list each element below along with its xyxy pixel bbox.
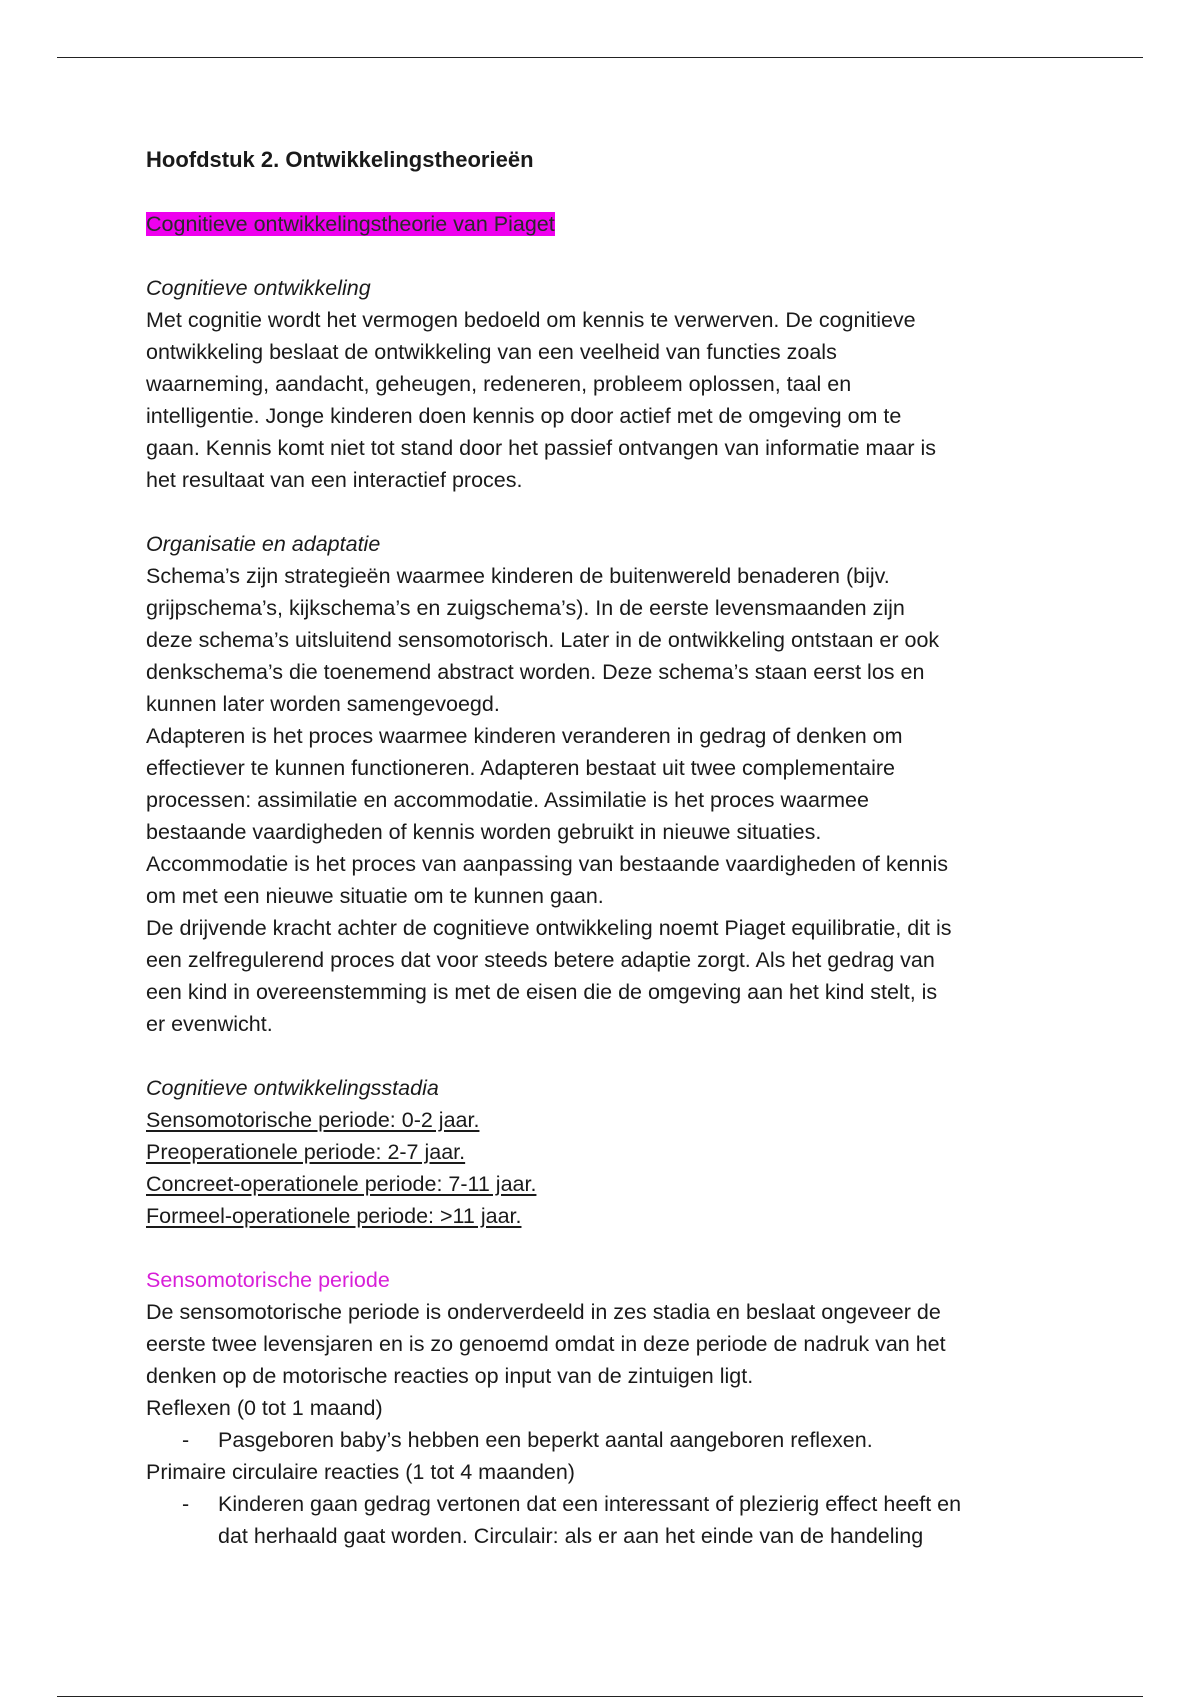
chapter-title: Hoofdstuk 2. Ontwikkelingstheorieën — [146, 147, 534, 172]
text-line: dat herhaald gaat worden. Circulair: als er aan het einde van de handeling — [218, 1524, 924, 1548]
text-line: het resultaat van een interactief proces. — [146, 468, 523, 492]
reflexes-label: Reflexen (0 tot 1 maand) — [146, 1396, 383, 1420]
bottom-rule — [57, 1696, 1143, 1697]
text-line: intelligentie. Jonge kinderen doen kennis op door actief met de omgeving om te — [146, 404, 902, 428]
text-line: bestaande vaardigheden of kennis worden gebruikt in nieuwe situaties. — [146, 820, 822, 844]
text-line: denkschema’s die toenemend abstract worden. Deze schema’s staan eerst los en — [146, 660, 925, 684]
stage-formal-operational-link[interactable]: Formeel-operationele periode: >11 jaar. — [146, 1204, 522, 1228]
bullet-dash: - — [182, 1428, 190, 1452]
text-line: om met een nieuwe situatie om te kunnen gaan. — [146, 884, 604, 908]
stages-list — [146, 1104, 1086, 1232]
bullet-dash: - — [182, 1492, 190, 1516]
cognitive-development-paragraph — [146, 304, 1086, 496]
text-line: gaan. Kennis komt niet tot stand door het passief ontvangen van informatie maar is — [146, 436, 936, 460]
section-heading-wrapper — [146, 208, 1086, 240]
text-line: denken op de motorische reacties op input van de zintuigen ligt. — [146, 1364, 754, 1388]
text-line: ontwikkeling beslaat de ontwikkeling van een veelheid van functies zoals — [146, 340, 837, 364]
text-line: een zelfregulerend proces dat voor steeds betere adaptie zorgt. Als het gedrag van — [146, 948, 935, 972]
text-line: De sensomotorische periode is onderverdeeld in zes stadia en beslaat ongeveer de — [146, 1300, 941, 1324]
organisation-adaptation-paragraph — [146, 560, 1086, 1040]
list-item — [146, 1424, 1086, 1456]
top-rule — [57, 57, 1143, 58]
text-line: er evenwicht. — [146, 1012, 273, 1036]
text-line: Met cognitie wordt het vermogen bedoeld om kennis te verwerven. De cognitieve — [146, 308, 916, 332]
reflexes-bullet-text: Pasgeboren baby’s hebben een beperkt aantal aangeboren reflexen. — [218, 1428, 873, 1452]
stage-sensorimotor-link[interactable]: Sensomotorische periode: 0-2 jaar. — [146, 1108, 480, 1132]
stages-heading: Cognitieve ontwikkelingsstadia — [146, 1076, 439, 1100]
text-line: grijpschema’s, kijkschema’s en zuigschema’s). In de eerste levensmaanden zijn — [146, 596, 905, 620]
organisation-adaptation-heading: Organisatie en adaptatie — [146, 532, 381, 556]
text-line: effectiever te kunnen functioneren. Adapteren bestaat uit twee complementaire — [146, 756, 895, 780]
sensorimotor-intro — [146, 1296, 1086, 1392]
text-line: processen: assimilatie en accommodatie. Assimilatie is het proces waarmee — [146, 788, 869, 812]
stage-preoperational-link[interactable]: Preoperationele periode: 2-7 jaar. — [146, 1140, 466, 1164]
text-line: waarneming, aandacht, geheugen, redeneren, probleem oplossen, taal en — [146, 372, 852, 396]
text-line: deze schema’s uitsluitend sensomotorisch. Later in de ontwikkeling ontstaan er ook — [146, 628, 940, 652]
section-heading: Cognitieve ontwikkelingstheorie van Piaget — [146, 212, 555, 236]
primary-circular-label: Primaire circulaire reacties (1 tot 4 maanden) — [146, 1460, 575, 1484]
cognitive-development-heading: Cognitieve ontwikkeling — [146, 276, 371, 300]
text-line: Kinderen gaan gedrag vertonen dat een interessant of plezierig effect heeft en — [218, 1492, 962, 1516]
text-line: Schema’s zijn strategieën waarmee kinderen de buitenwereld benaderen (bijv. — [146, 564, 890, 588]
document-body — [146, 144, 1086, 1552]
text-line: een kind in overeenstemming is met de eisen die de omgeving aan het kind stelt, is — [146, 980, 938, 1004]
primary-circular-bullet-text — [218, 1488, 1086, 1552]
list-item — [146, 1488, 1086, 1552]
sensorimotor-heading: Sensomotorische periode — [146, 1268, 390, 1292]
text-line: Accommodatie is het proces van aanpassing van bestaande vaardigheden of kennis — [146, 852, 948, 876]
text-line: Adapteren is het proces waarmee kinderen veranderen in gedrag of denken om — [146, 724, 903, 748]
text-line: eerste twee levensjaren en is zo genoemd omdat in deze periode de nadruk van het — [146, 1332, 946, 1356]
text-line: De drijvende kracht achter de cognitieve ontwikkeling noemt Piaget equilibratie, dit is — [146, 916, 952, 940]
stage-concrete-operational-link[interactable]: Concreet-operationele periode: 7-11 jaar. — [146, 1172, 537, 1196]
text-line: kunnen later worden samengevoegd. — [146, 692, 500, 716]
